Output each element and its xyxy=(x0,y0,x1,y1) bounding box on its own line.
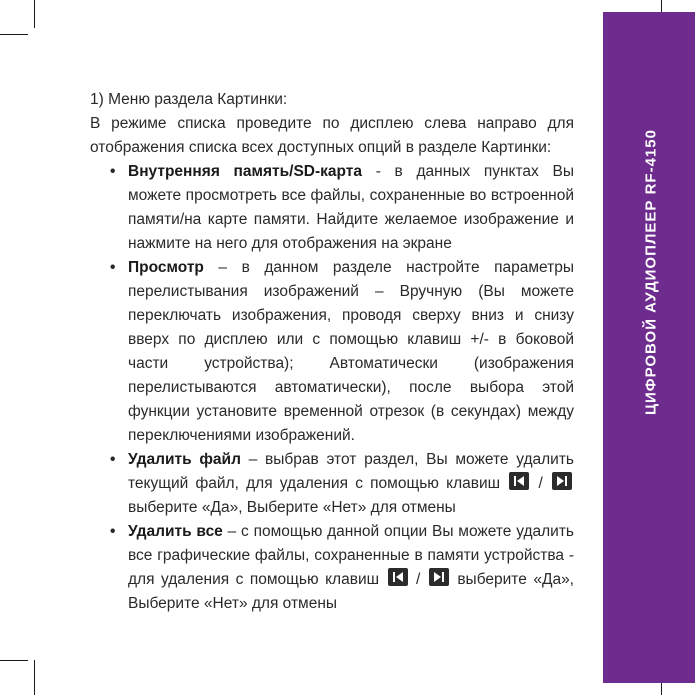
sidebar-title: ЦИФРОВОЙ АУДИОПЛЕЕР RF-4150 xyxy=(642,129,660,415)
item-text-after: выберите «Да», Выберите «Нет» для отмены xyxy=(128,499,456,516)
list-item xyxy=(90,256,574,448)
item-term: Удалить все xyxy=(128,523,223,540)
key-separator: / xyxy=(409,571,427,588)
list-item xyxy=(90,448,574,520)
next-key-icon xyxy=(552,472,572,490)
item-term: Внутренняя память/SD-карта xyxy=(128,163,363,180)
key-separator: / xyxy=(531,475,550,492)
bullet-icon: • xyxy=(110,451,116,468)
sidebar-band xyxy=(603,12,695,683)
prev-key-icon xyxy=(388,568,408,586)
item-text: - в данных пунктах Вы можете просмотреть все файлы, сохраненные во встроенной памяти/на карте памяти. Найдите желаемое изображение и нажмите на него для отображения на экране xyxy=(128,163,574,252)
prev-key-icon xyxy=(509,472,529,490)
crop-mark-bottom-left xyxy=(34,660,35,695)
item-text-before: – выбрав этот раздел, Вы можете удалить текущий файл, для удаления с помощью клавиш xyxy=(128,451,575,492)
item-term: Просмотр xyxy=(128,259,204,276)
list-item xyxy=(90,160,574,256)
crop-mark-top-left-h xyxy=(0,34,28,35)
item-text-before: – с помощью данной опции Вы можете удалить все графические файлы, сохраненные в памяти устройства - для удаления с помощью клавиш xyxy=(128,523,574,588)
next-key-icon xyxy=(429,568,449,586)
bullet-icon: • xyxy=(110,163,116,180)
item-text-after: выберите «Да», Выберите «Нет» для отмены xyxy=(128,571,574,612)
options-list xyxy=(90,160,574,616)
intro-paragraph: В режиме списка проведите по дисплею слева направо для отображения списка всех доступных опций в разделе Картинки: xyxy=(90,115,574,156)
bullet-icon: • xyxy=(110,523,116,540)
crop-mark-top-left xyxy=(34,0,35,28)
page-content xyxy=(90,88,574,616)
item-term: Удалить файл xyxy=(128,451,241,468)
crop-mark-bottom-left-h xyxy=(0,660,28,661)
item-text: – в данном разделе настройте параметры перелистывания изображений – Вручную (Вы можете переключать изображения, проводя сверху вниз и снизу вверх по дисплею или с помощью клавиш +/- в боковой части устройства); Автоматически (изображения перелистываются автоматически), после выбора этой функции установите временной отрезок (в секундах) между переключениями изображений. xyxy=(128,259,574,444)
section-heading: 1) Меню раздела Картинки: xyxy=(90,91,288,108)
list-item xyxy=(90,520,574,616)
bullet-icon: • xyxy=(110,259,116,276)
